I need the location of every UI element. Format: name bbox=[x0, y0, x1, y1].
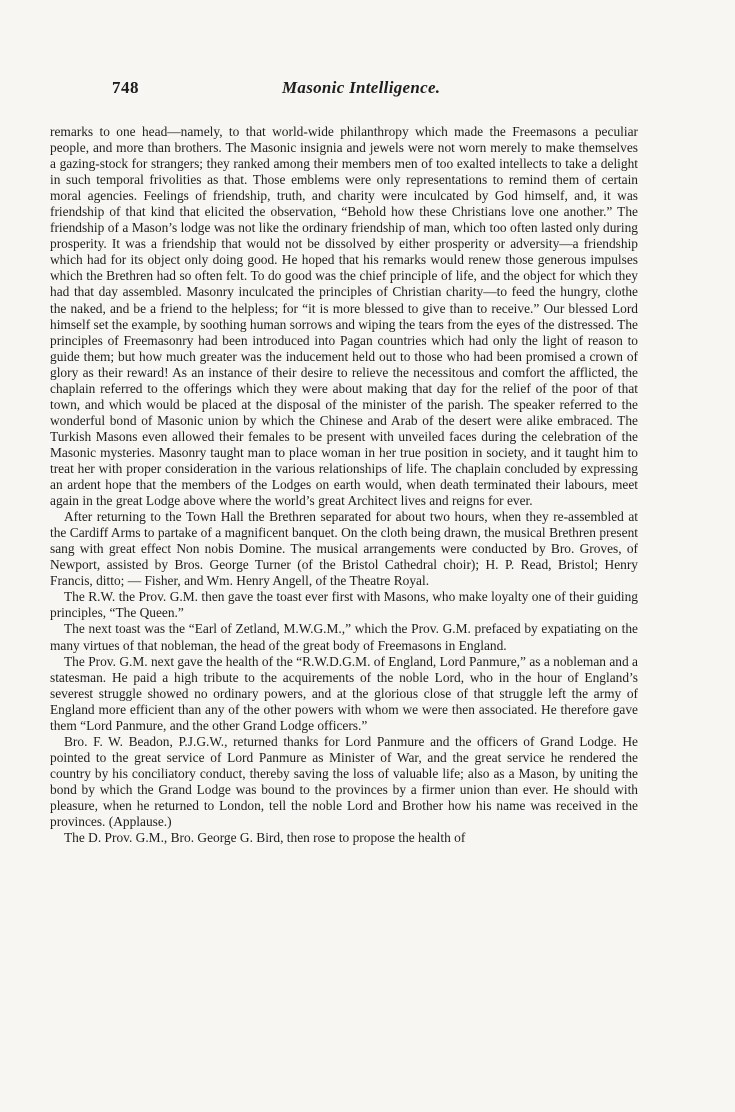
paragraph-banquet: After returning to the Town Hall the Brethren separated for about two hours, when they re-assembled at the Cardiff Arms to partake of a magnificent banquet. On the cloth being drawn, the musical Brethren present sang with great effect Non nobis Domine. The musical arrangements were conducted by Bro. Groves, of Newport, assisted by Bros. George Turner (of the Bristol Cathedral choir); H. P. Read, Bristol; Henry Francis, ditto; — Fisher, and Wm. Henry Angell, of the Theatre Royal. bbox=[50, 509, 638, 589]
paragraph-toast-queen: The R.W. the Prov. G.M. then gave the toast ever first with Masons, who make loyalty one of their guiding principles, “The Queen.” bbox=[50, 589, 638, 621]
running-title: Masonic Intelligence. bbox=[282, 78, 441, 97]
page-number: 748 bbox=[112, 78, 139, 97]
paragraph-beadon-reply: Bro. F. W. Beadon, P.J.G.W., returned thanks for Lord Panmure and the officers of Grand Lodge. He pointed to the great service of Lord Panmure as Minister of War, and the great service he rendered the country by his conciliatory conduct, thereby saving the loss of valuable life; also as a Mason, by uniting the bond by which the Grand Lodge was bound to the provinces by a firmer union than ever. He should with pleasure, when he returned to London, tell the noble Lord and Brother how his name was received in the provinces. (Applause.) bbox=[50, 733, 638, 830]
paragraph-toast-panmure: The Prov. G.M. next gave the health of the “R.W.D.G.M. of England, Lord Panmure,” as a nobleman and a statesman. He paid a high tribute to the acquirements of the noble Lord, who in the hour of England’s severest struggle showed no ordinary powers, and at the glorious close of that struggle left the army of England more efficient than any of the other powers with whom we were then associated. He therefore gave them “Lord Panmure, and the other Grand Lodge officers.” bbox=[50, 653, 638, 733]
paragraph-toast-zetland: The next toast was the “Earl of Zetland, M.W.G.M.,” which the Prov. G.M. prefaced by expatiating on the many virtues of that nobleman, the head of the great body of Freemasons in England. bbox=[50, 621, 638, 653]
paragraph-sermon-conclusion: remarks to one head—namely, to that world-wide philanthropy which made the Freemasons a peculiar people, and more than brothers. The Masonic insignia and jewels were not worn merely to make themselves a gazing-stock for strangers; they ranked among their members men of too exalted intellects to take a delight in such temporal frivolities as that. Those emblems were only representations to remind them of certain moral agencies. Feelings of friendship, truth, and charity were inculcated by God himself, and, it was friendship of that kind that elicited the observation, “Behold how these Christians love one another.” The friendship of a Mason’s lodge was not like the ordinary friendship of man, which too often lasted only during prosperity. It was a friendship that would not be dissolved by either prosperity or adversity—a friendship which had for its object only doing good. He hoped that his remarks would renew those generous impulses which the Brethren had so often felt. To do good was the chief principle of life, and the object for which they had that day assembled. Masonry inculcated the principles of Christian charity—to feed the hungry, clothe the naked, and be a friend to the helpless; for “it is more blessed to give than to receive.” Our blessed Lord himself set the example, by soothing human sorrows and wiping the tears from the eyes of the distressed. The principles of Freemasonry had been introduced into Pagan countries which had only the light of reason to guide them; but how much greater was the inducement held out to those who had been promised a crown of glory as their reward! As an instance of their desire to relieve the necessitous and comfort the afflicted, the chaplain referred to the offerings which they were about making that day for the relief of the poor of that town, and which would be placed at the disposal of the minister of the parish. The speaker referred to the wonderful bond of Masonic union by which the Chinese and Arab of the desert were alike embraced. The Turkish Masons even allowed their females to be present with unveiled faces during the celebration of the Masonic mysteries. Masonry taught man to place woman in her true position in society, and it taught him to treat her with proper consideration in the various relationships of life. The chaplain concluded by expressing an ardent hope that the members of the Lodges on earth would, when death terminated their labours, meet again in the great Lodge above where the world’s great Architect lives and reigns for ever. bbox=[50, 124, 638, 509]
paragraph-bird-rises: The D. Prov. G.M., Bro. George G. Bird, then rose to propose the health of bbox=[64, 830, 466, 846]
article-body bbox=[50, 124, 638, 846]
page-header bbox=[82, 0, 649, 116]
